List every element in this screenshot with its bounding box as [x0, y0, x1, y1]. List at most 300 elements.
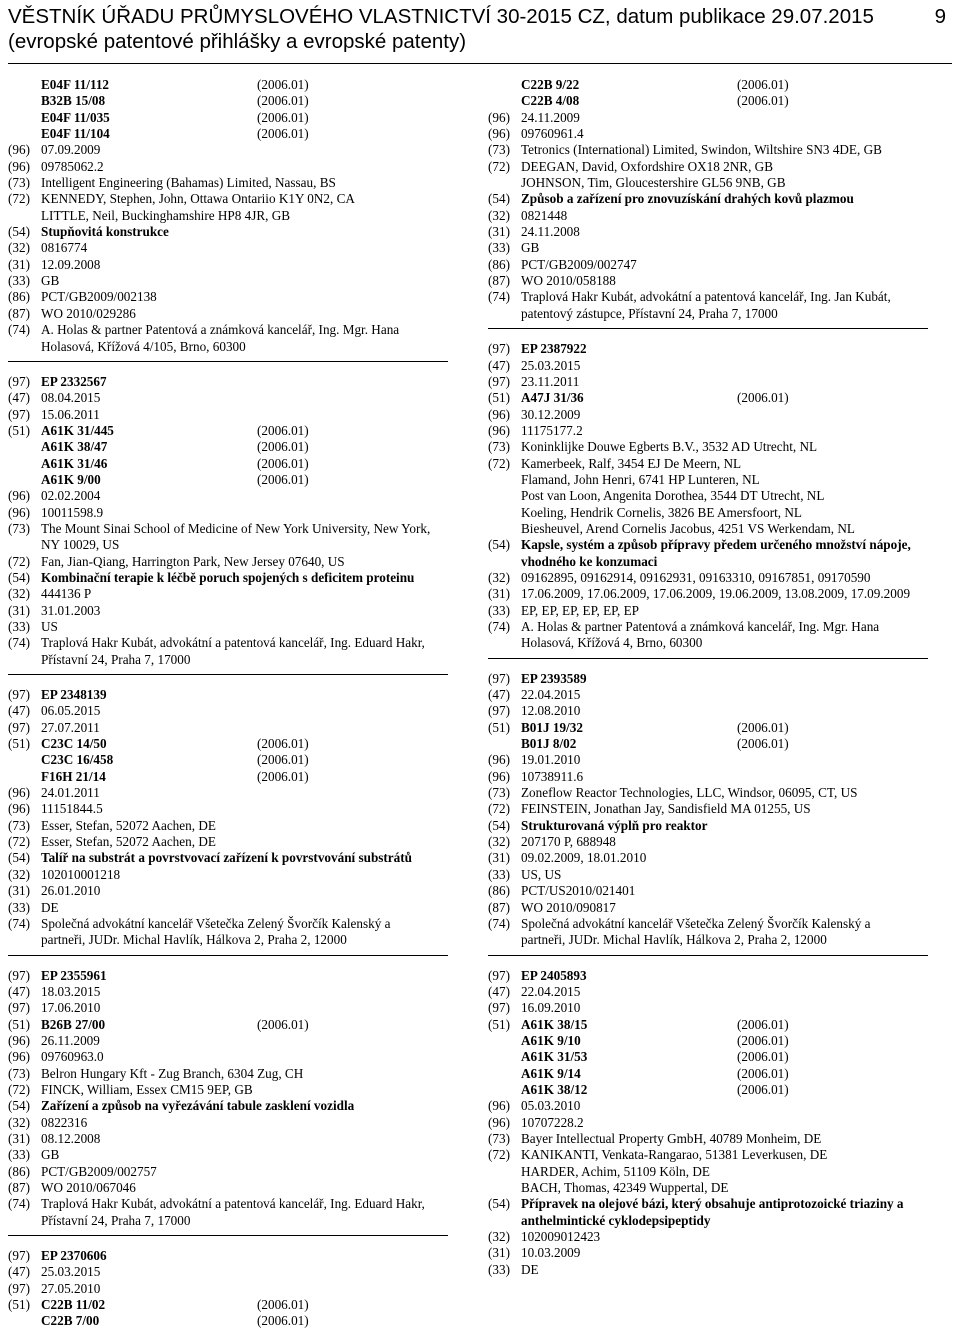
field-row [8, 1033, 448, 1049]
inid-code: (31) [8, 1130, 30, 1146]
field-row [488, 142, 928, 158]
field-row [488, 1245, 928, 1261]
field-value: 17.06.2010 [41, 1000, 101, 1016]
ipc-entry [41, 472, 448, 488]
field-value: 12.08.2010 [521, 703, 581, 719]
ipc-entry [521, 77, 928, 93]
ipc-entry [521, 93, 928, 109]
field-row [8, 619, 448, 635]
field-value: Společná advokátní kancelář Všetečka Zelený Švorčík Kalenský a partneři, JUDr. Michal Havlík, Hálkova 2, Praha 2, 12000 [41, 915, 391, 948]
field-row [488, 916, 928, 949]
inid-code: (96) [488, 422, 510, 438]
field-row [8, 1164, 448, 1180]
field-value: Kamerbeek, Ralf, 3454 EJ De Meern, NL Flamand, John Henri, 6741 HP Lunteren, NL Post van Loon, Angenita Dorothea, 3544 DT Utrecht, NL Koeling, Hendrik Cornelis, 3826 BE Amersfoort, NL Biesheuvel, Arend Cornelis Jacobus, 4251 VS Werkendam, NL [521, 455, 855, 536]
ipc-row [488, 736, 928, 752]
ipc-version: (2006.01) [737, 93, 789, 109]
inid-code: (31) [488, 850, 510, 866]
field-value: 24.01.2011 [41, 785, 100, 801]
ipc-version: (2006.01) [737, 736, 789, 752]
ipc-version: (2006.01) [257, 1297, 309, 1313]
inid-code: (54) [8, 1098, 30, 1114]
ipc-row [488, 1066, 928, 1082]
field-row [488, 423, 928, 439]
inid-code [488, 1033, 521, 1049]
field-value: 11151844.5 [41, 801, 103, 817]
ipc-row [8, 1017, 448, 1033]
inid-code: (86) [8, 289, 30, 305]
field-value: Fan, Jian-Qiang, Harrington Park, New Jersey 07640, US [41, 553, 345, 569]
ipc-class: A61K 31/53 [521, 1049, 588, 1065]
field-row [488, 900, 928, 916]
ipc-class: A61K 31/46 [41, 455, 108, 471]
right-column [488, 77, 928, 1278]
inid-code: (72) [488, 1147, 510, 1163]
inid-code: (33) [488, 602, 510, 618]
inid-code: (51) [488, 719, 510, 735]
inid-code: (73) [8, 175, 30, 191]
ipc-entry [521, 720, 928, 736]
field-value: 08.12.2008 [41, 1130, 101, 1146]
ipc-entry [41, 769, 448, 785]
record-separator [8, 955, 448, 956]
inid-code: (32) [488, 569, 510, 585]
field-row [488, 1196, 928, 1229]
field-row [488, 752, 928, 768]
inid-code: (54) [8, 569, 30, 585]
inid-code: (33) [8, 273, 30, 289]
field-value-bold: EP 2393589 [521, 670, 587, 686]
inid-code: (73) [488, 142, 510, 158]
field-value: GB [521, 240, 540, 256]
inid-code: (74) [488, 289, 510, 305]
inid-code: (97) [8, 373, 30, 389]
field-row [8, 488, 448, 504]
inid-code: (96) [488, 126, 510, 142]
field-row [488, 1098, 928, 1114]
field-row [8, 968, 448, 984]
ipc-row [8, 439, 448, 455]
field-value: Tetronics (International) Limited, Swindon, Wiltshire SN3 4DE, GB [521, 142, 882, 158]
ipc-version: (2006.01) [257, 768, 309, 784]
field-row [8, 1147, 448, 1163]
inid-code: (97) [8, 967, 30, 983]
field-value: 11175177.2 [521, 422, 583, 438]
field-value-bold: Přípravek na olejové bázi, který obsahuje antiprotozoické triaziny a anthelmintické cyklodepsipeptidy [521, 1196, 904, 1228]
field-row [488, 257, 928, 273]
ipc-entry [521, 1049, 928, 1065]
inid-code: (86) [488, 256, 510, 272]
field-row [488, 273, 928, 289]
inid-code: (54) [8, 224, 30, 240]
inid-code [8, 93, 41, 109]
field-row [8, 1115, 448, 1131]
field-value: DE [41, 899, 59, 915]
inid-code: (86) [8, 1163, 30, 1179]
field-value: US, US [521, 866, 562, 882]
inid-code: (97) [488, 670, 510, 686]
field-value: Společná advokátní kancelář Všetečka Zelený Švorčík Kalenský a partneři, JUDr. Michal Havlík, Hálkova 2, Praha 2, 12000 [521, 915, 871, 948]
field-row [8, 687, 448, 703]
ipc-entry [41, 1297, 448, 1313]
field-value: 02.02.2004 [41, 488, 101, 504]
field-value-bold: EP 2370606 [41, 1248, 107, 1264]
inid-code [488, 1082, 521, 1098]
field-row [8, 586, 448, 602]
inid-code [8, 1313, 41, 1329]
inid-code: (51) [8, 1016, 30, 1032]
ipc-row [488, 1082, 928, 1098]
field-row [488, 439, 928, 455]
inid-code: (87) [8, 305, 30, 321]
field-value: Koninklijke Douwe Egberts B.V., 3532 AD Utrecht, NL [521, 439, 818, 455]
left-column [8, 77, 448, 1330]
field-value: Intelligent Engineering (Bahamas) Limited, Nassau, BS [41, 175, 336, 191]
field-value: 444136 P [41, 586, 92, 602]
ipc-version: (2006.01) [257, 93, 309, 109]
field-value: A. Holas & partner Patentová a známková kancelář, Ing. Mgr. Hana Holasová, Křížová 4/105, Brno, 60300 [41, 322, 400, 354]
inid-code: (73) [8, 1065, 30, 1081]
field-row [488, 341, 928, 357]
inid-code: (96) [8, 801, 30, 817]
ipc-entry [41, 1017, 448, 1033]
ipc-row [8, 126, 448, 142]
ipc-class: C22B 7/00 [41, 1313, 100, 1329]
field-value-bold: EP 2348139 [41, 687, 107, 703]
ipc-class: E04F 11/035 [41, 109, 110, 125]
ipc-version: (2006.01) [257, 1016, 309, 1032]
inid-code: (73) [488, 785, 510, 801]
ipc-row [488, 390, 928, 406]
inid-code: (74) [8, 635, 30, 651]
field-value: 09760963.0 [41, 1049, 104, 1065]
ipc-row [8, 423, 448, 439]
ipc-entry [521, 1082, 928, 1098]
field-row [8, 603, 448, 619]
field-row [8, 505, 448, 521]
field-row [8, 142, 448, 158]
patent-record [8, 968, 448, 1230]
field-value: 17.06.2009, 17.06.2009, 17.06.2009, 19.06.2009, 13.08.2009, 17.09.2009 [521, 586, 911, 602]
field-value-bold: Způsob a zařízení pro znovuzískání drahých kovů plazmou [521, 191, 854, 207]
field-value-bold: EP 2387922 [521, 341, 587, 357]
field-value: 25.03.2015 [41, 1264, 101, 1280]
ipc-entry [521, 1066, 928, 1082]
field-value: The Mount Sinai School of Medicine of New York University, New York, NY 10029, US [41, 520, 431, 553]
ipc-version: (2006.01) [737, 1065, 789, 1081]
inid-code: (32) [488, 834, 510, 850]
field-row [8, 867, 448, 883]
ipc-row [8, 769, 448, 785]
field-value: WO 2010/090817 [521, 899, 616, 915]
field-value: 05.03.2010 [521, 1098, 581, 1114]
field-row [488, 374, 928, 390]
field-value: 09162895, 09162914, 09162931, 09163310, 09167851, 09170590 [521, 569, 871, 585]
inid-code: (96) [8, 142, 30, 158]
inid-code: (47) [488, 687, 510, 703]
field-row [8, 1000, 448, 1016]
ipc-row [8, 1297, 448, 1313]
field-value: 06.05.2015 [41, 703, 101, 719]
field-value: 24.11.2008 [521, 224, 580, 240]
inid-code: (54) [8, 850, 30, 866]
inid-code: (33) [488, 1261, 510, 1277]
field-row [488, 537, 928, 570]
field-value: Esser, Stefan, 52072 Aachen, DE [41, 817, 216, 833]
field-row [8, 703, 448, 719]
ipc-row [8, 1313, 448, 1329]
field-value: 27.05.2010 [41, 1280, 101, 1296]
field-row [488, 456, 928, 538]
field-row [8, 834, 448, 850]
field-value: 26.01.2010 [41, 883, 101, 899]
field-row [8, 1098, 448, 1114]
ipc-class: A61K 38/15 [521, 1016, 588, 1032]
field-row [8, 1049, 448, 1065]
field-value-bold: Kapsle, systém a způsob přípravy předem určeného množství nápoje, vhodného ke konzumaci [521, 537, 911, 569]
inid-code: (54) [488, 537, 510, 553]
inid-code: (51) [8, 736, 30, 752]
ipc-class: A61K 31/445 [41, 422, 114, 438]
ipc-version: (2006.01) [257, 422, 309, 438]
inid-code [8, 439, 41, 455]
ipc-entry [521, 390, 928, 406]
field-row [488, 208, 928, 224]
inid-code: (33) [8, 619, 30, 634]
field-row [8, 289, 448, 305]
field-value: 30.12.2009 [521, 406, 581, 422]
field-value: GB [41, 273, 60, 289]
field-value: 16.09.2010 [521, 1000, 581, 1016]
field-value: 12.09.2008 [41, 256, 101, 272]
field-value-bold: Kombinační terapie k léčbě poruch spojených s deficitem proteinu [41, 569, 415, 585]
field-row [8, 818, 448, 834]
field-row [488, 159, 928, 192]
inid-code [8, 752, 41, 768]
inid-code: (97) [488, 373, 510, 389]
field-row [488, 1147, 928, 1196]
field-value: EP, EP, EP, EP, EP, EP [521, 602, 639, 618]
field-row [8, 1248, 448, 1264]
field-row [488, 619, 928, 652]
field-value-bold: Stupňovitá konstrukce [41, 224, 169, 240]
record-separator [8, 361, 448, 362]
ipc-version: (2006.01) [257, 439, 309, 455]
field-value: PCT/GB2009/002747 [521, 256, 637, 272]
field-row [8, 785, 448, 801]
field-row [8, 257, 448, 273]
field-row [488, 968, 928, 984]
ipc-class: B01J 8/02 [521, 736, 577, 752]
inid-code: (74) [488, 619, 510, 634]
field-value: WO 2010/058188 [521, 273, 616, 289]
ipc-entry [521, 736, 928, 752]
ipc-row [8, 736, 448, 752]
field-row [488, 1115, 928, 1131]
field-value: 10.03.2009 [521, 1245, 581, 1261]
field-value-bold: Strukturovaná výplň pro reaktor [521, 817, 708, 833]
inid-code: (86) [488, 883, 510, 899]
field-row [488, 586, 928, 602]
field-row [8, 554, 448, 570]
patent-record [8, 77, 448, 355]
record-separator [488, 658, 928, 659]
ipc-version: (2006.01) [257, 1313, 309, 1329]
field-row [8, 984, 448, 1000]
field-row [488, 801, 928, 817]
ipc-version: (2006.01) [257, 109, 309, 125]
field-row [488, 240, 928, 256]
inid-code: (73) [8, 817, 30, 833]
patent-record [488, 968, 928, 1279]
field-value: KENNEDY, Stephen, John, Ottawa Ontariio K1Y 0N2, CA LITTLE, Neil, Buckinghamshire HP8 4JR, GB [41, 191, 355, 223]
ipc-class: E04F 11/112 [41, 77, 110, 92]
ipc-class: A61K 9/10 [521, 1032, 581, 1048]
field-row [8, 1082, 448, 1098]
patent-record [8, 1248, 448, 1330]
inid-code [488, 93, 521, 109]
ipc-class: C22B 4/08 [521, 93, 580, 109]
field-value: 07.09.2009 [41, 142, 101, 158]
field-row [8, 175, 448, 191]
inid-code: (72) [8, 1081, 30, 1097]
field-row [8, 273, 448, 289]
ipc-row [8, 93, 448, 109]
ipc-row [488, 1033, 928, 1049]
field-value: DE [521, 1261, 539, 1277]
inid-code: (72) [8, 834, 30, 850]
field-value: Bayer Intellectual Property GmbH, 40789 Monheim, DE [521, 1130, 822, 1146]
field-row [8, 635, 448, 668]
record-separator [8, 1235, 448, 1236]
inid-code: (54) [488, 1196, 510, 1212]
ipc-class: A47J 31/36 [521, 390, 584, 406]
field-row [8, 1131, 448, 1147]
inid-code: (87) [8, 1180, 30, 1195]
inid-code: (96) [488, 768, 510, 784]
inid-code: (33) [488, 866, 510, 882]
record-separator [8, 674, 448, 675]
ipc-entry [521, 1017, 928, 1033]
inid-code: (96) [488, 109, 510, 125]
ipc-class: E04F 11/104 [41, 126, 110, 142]
ipc-class: B32B 15/08 [41, 93, 106, 109]
field-row [8, 374, 448, 390]
inid-code: (32) [8, 866, 30, 882]
inid-code: (74) [8, 322, 30, 338]
inid-code: (32) [488, 1229, 510, 1245]
field-row [8, 224, 448, 240]
ipc-class: C23C 16/458 [41, 752, 114, 768]
field-value: PCT/US2010/021401 [521, 883, 636, 899]
field-value-bold: EP 2405893 [521, 967, 587, 983]
patent-record [488, 341, 928, 652]
field-value: 25.03.2015 [521, 357, 581, 373]
field-value-bold: EP 2332567 [41, 373, 107, 389]
field-value: Esser, Stefan, 52072 Aachen, DE [41, 834, 216, 850]
inid-code [488, 1066, 521, 1082]
inid-code: (31) [8, 883, 30, 899]
field-value: 08.04.2015 [41, 390, 101, 406]
ipc-class: C22B 9/22 [521, 77, 580, 92]
ipc-entry [41, 1313, 448, 1329]
ipc-row [488, 77, 928, 93]
field-value: WO 2010/029286 [41, 305, 136, 321]
field-value: WO 2010/067046 [41, 1180, 136, 1195]
field-row [488, 1131, 928, 1147]
field-value: 15.06.2011 [41, 406, 100, 422]
ipc-version: (2006.01) [257, 471, 309, 487]
field-row [488, 191, 928, 207]
field-row [8, 240, 448, 256]
bulletin-subtitle: (evropské patentové přihlášky a evropské patenty) [8, 30, 467, 53]
field-row [488, 769, 928, 785]
field-value: A. Holas & partner Patentová a známková kancelář, Ing. Mgr. Hana Holasová, Křížová 4, Brno, 60300 [521, 619, 880, 651]
field-value: 09785062.2 [41, 158, 104, 174]
inid-code: (72) [488, 455, 510, 471]
inid-code: (97) [488, 341, 510, 357]
ipc-version: (2006.01) [737, 1032, 789, 1048]
inid-code: (87) [488, 273, 510, 289]
field-value: FEINSTEIN, Jonathan Jay, Sandisfield MA 01255, US [521, 801, 811, 817]
field-row [8, 390, 448, 406]
field-row [488, 1000, 928, 1016]
inid-code: (96) [488, 752, 510, 768]
inid-code: (97) [488, 703, 510, 719]
inid-code: (51) [488, 1016, 510, 1032]
inid-code: (32) [8, 240, 30, 256]
field-row [8, 191, 448, 224]
inid-code: (51) [8, 422, 30, 438]
ipc-class: C22B 11/02 [41, 1297, 106, 1313]
field-value: 22.04.2015 [521, 687, 581, 703]
ipc-entry [41, 439, 448, 455]
field-row [8, 322, 448, 355]
ipc-version: (2006.01) [257, 736, 309, 752]
ipc-entry [41, 752, 448, 768]
inid-code: (73) [8, 520, 30, 536]
bulletin-title: VĚSTNÍK ÚŘADU PRŮMYSLOVÉHO VLASTNICTVÍ 30-2015 CZ, datum publikace 29.07.2015 [8, 5, 874, 28]
field-row [8, 883, 448, 899]
field-value: 24.11.2009 [521, 109, 580, 125]
field-value: Zoneflow Reactor Technologies, LLC, Windsor, 06095, CT, US [521, 785, 858, 801]
ipc-class: B01J 19/32 [521, 719, 583, 735]
patent-record [488, 671, 928, 949]
ipc-row [8, 752, 448, 768]
inid-code: (97) [8, 719, 30, 735]
field-row [8, 407, 448, 423]
inid-code: (31) [488, 586, 510, 602]
field-row [8, 801, 448, 817]
inid-code [8, 456, 41, 472]
inid-code: (31) [488, 1245, 510, 1261]
inid-code: (33) [8, 1147, 30, 1163]
field-value: 0821448 [521, 207, 568, 223]
field-row [488, 407, 928, 423]
patent-record [8, 374, 448, 668]
ipc-class: F16H 21/14 [41, 768, 106, 784]
ipc-version: (2006.01) [257, 455, 309, 471]
field-row [488, 850, 928, 866]
inid-code: (47) [8, 983, 30, 999]
inid-code: (96) [8, 488, 30, 504]
inid-code: (54) [488, 817, 510, 833]
inid-code: (72) [488, 158, 510, 174]
field-row [8, 306, 448, 322]
field-row [488, 126, 928, 142]
ipc-row [8, 472, 448, 488]
ipc-version: (2006.01) [737, 1081, 789, 1097]
ipc-version: (2006.01) [257, 752, 309, 768]
